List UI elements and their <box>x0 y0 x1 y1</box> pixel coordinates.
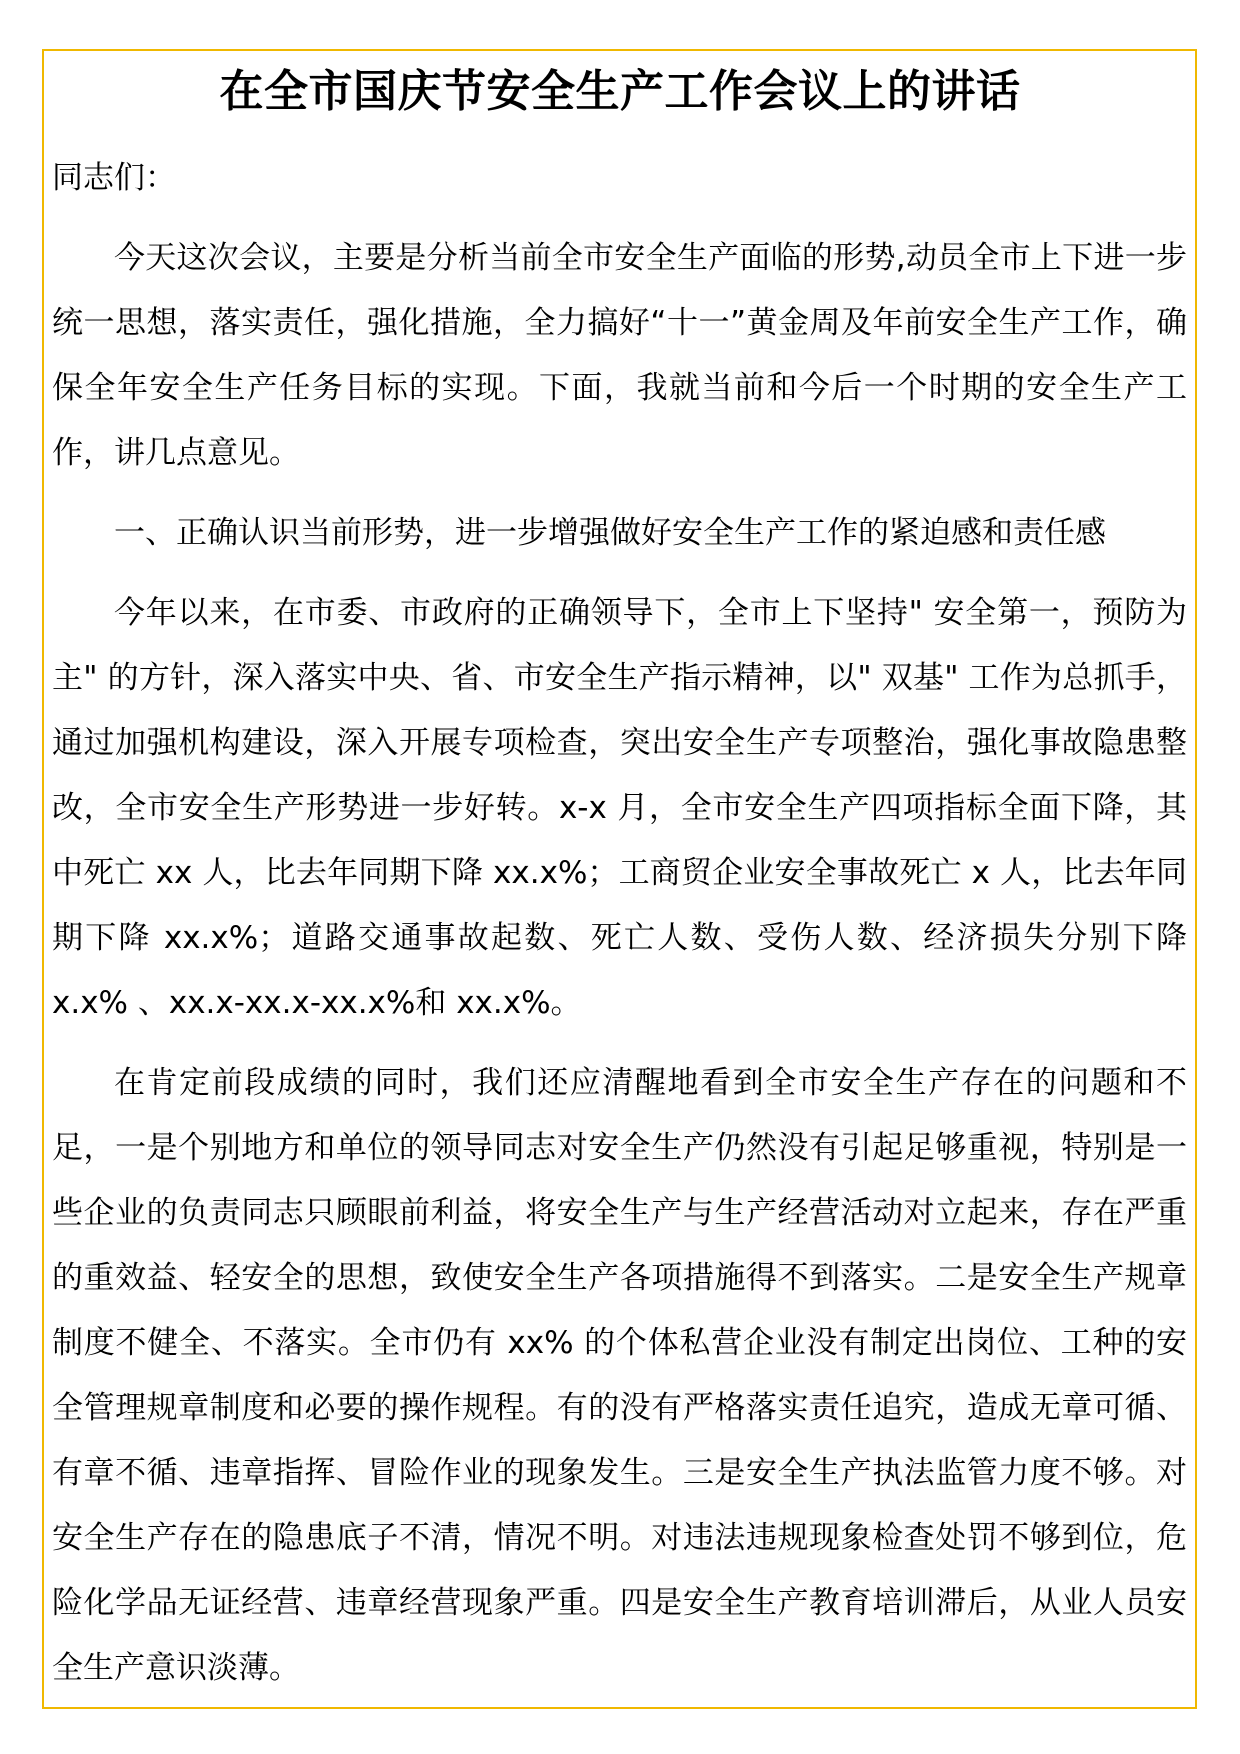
document-body <box>52 146 1187 1716</box>
paragraph-intro: 今天这次会议，主要是分析当前全市安全生产面临的形势,动员全市上下进一步统一思想，落实责任，强化措施，全力搞好“十一”黄金周及年前安全生产工作，确保全年安全生产任务目标的实现。下面，我就当前和今后一个时期的安全生产工作，讲几点意见。 <box>52 240 1187 471</box>
document-title: 在全市国庆节安全生产工作会议上的讲话 <box>219 66 1021 117</box>
paragraph-problems: 在肯定前段成绩的同时，我们还应清醒地看到全市安全生产存在的问题和不足，一是个别地方和单位的领导同志对安全生产仍然没有引起足够重视，特别是一些企业的负责同志只顾眼前利益，将安全生产与生产经营活动对立起来，存在严重的重效益、轻安全的思想，致使安全生产各项措施得不到落实。二是安全生产规章制度不健全、不落实。全市仍有 xx% 的个体私营企业没有制定出岗位、工种的安全管理规章制度和必要的操作规程。有的没有严格落实责任追究，造成无章可循、有章不循、违章指挥、冒险作业的现象发生。三是安全生产执法监管力度不够。对安全生产存在的隐患底子不清，情况不明。对违法违规现象检查处罚不够到位，危险化学品无证经营、违章经营现象严重。四是安全生产教育培训滞后，从业人员安全生产意识淡薄。 <box>52 1065 1187 1686</box>
section-heading-1: 一、正确认识当前形势，进一步增强做好安全生产工作的紧迫感和责任感 <box>114 515 1106 551</box>
salutation: 同志们： <box>52 160 176 196</box>
paragraph-achievements: 今年以来，在市委、市政府的正确领导下，全市上下坚持" 安全第一，预防为主" 的方针，深入落实中央、省、市安全生产指示精神，以" 双基" 工作为总抓手，通过加强机构建设，深入开展专项检查，突出安全生产专项整治，强化事故隐患整改，全市安全生产形势进一步好转。x-x 月，全市安全生产四项指标全面下降，其中死亡 xx 人，比去年同期下降 xx.x%；工商贸企业安全事故死亡 x 人，比去年同期下降 xx.x%；道路交通事故起数、死亡人数、受伤人数、经济损失分别下降 x.x% 、xx.x-xx.x-xx.x%和 xx.x%。 <box>52 595 1187 1021</box>
